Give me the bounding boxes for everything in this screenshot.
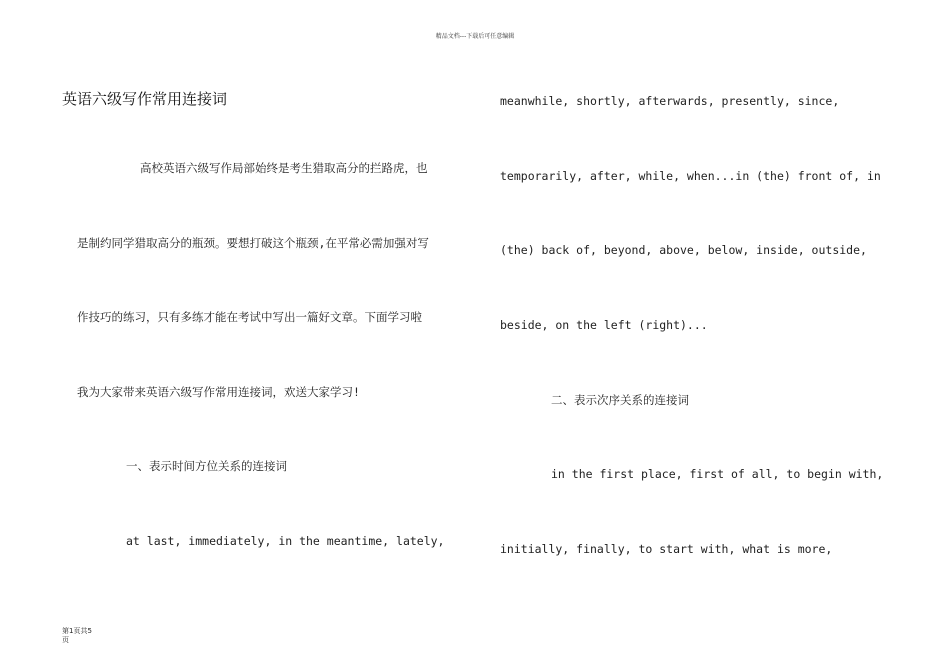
- paragraph-line: at last, immediately, in the meantime, lately,: [126, 534, 445, 548]
- paragraph-line: 高校英语六级写作局部始终是考生猎取高分的拦路虎，也: [140, 161, 428, 175]
- paragraph-line: in the first place, first of all, to begin with,: [551, 467, 884, 481]
- page-number: [62, 627, 92, 645]
- document-title: 英语六级写作常用连接词: [62, 90, 228, 108]
- page-number-line: 页: [62, 636, 69, 644]
- paragraph-line: 我为大家带来英语六级写作常用连接词，欢送大家学习!: [77, 385, 360, 399]
- paragraph-line: 是制约同学猎取高分的瓶颈。要想打破这个瓶颈,在平常必需加强对写: [77, 236, 429, 250]
- paragraph-line: (the) back of, beyond, above, below, inside, outside,: [500, 243, 867, 257]
- paragraph-line: temporarily, after, while, when...in (the) front of, in: [500, 169, 881, 183]
- page-header: 精品文档---下载后可任意编辑: [435, 33, 515, 40]
- paragraph-line: 作技巧的练习，只有多练才能在考试中写出一篇好文章。下面学习啦: [77, 310, 422, 324]
- section-heading: 一、表示时间方位关系的连接词: [126, 459, 287, 473]
- paragraph-line: beside, on the left (right)...: [500, 318, 708, 332]
- paragraph-line: initially, finally, to start with, what is more,: [500, 542, 833, 556]
- paragraph-line: meanwhile, shortly, afterwards, presently, since,: [500, 94, 840, 108]
- page-number-line: 第1页共5: [62, 627, 92, 635]
- section-heading: 二、表示次序关系的连接词: [551, 393, 689, 407]
